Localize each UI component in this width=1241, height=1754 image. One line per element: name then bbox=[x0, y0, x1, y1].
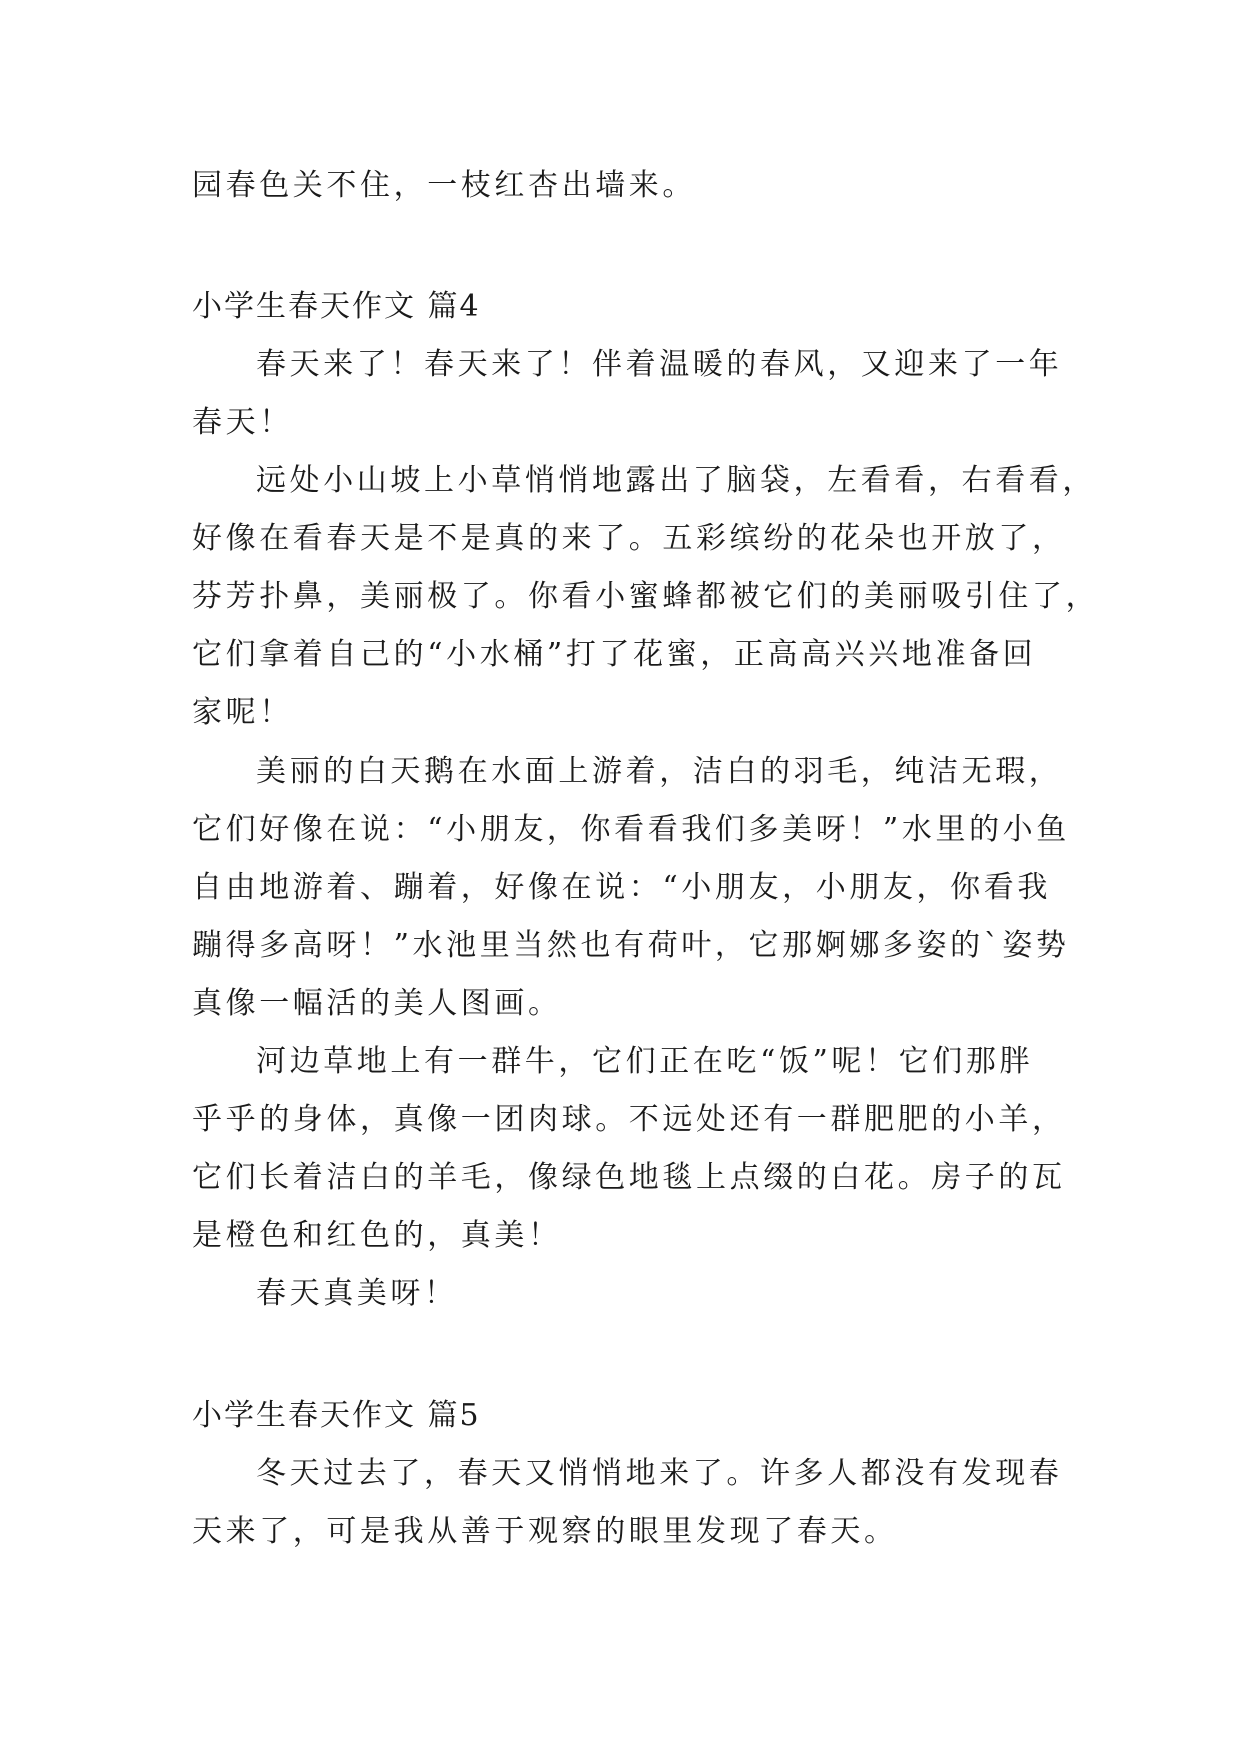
paragraph-line: 冬天过去了，春天又悄悄地来了。许多人都没有发现春 bbox=[256, 1456, 1063, 1491]
paragraph-line: 春天真美呀！ bbox=[256, 1276, 458, 1311]
paragraph-line: 河边草地上有一群牛，它们正在吃“饭”呢！它们那胖 bbox=[256, 1044, 1034, 1079]
paragraph-line: 春天来了！春天来了！伴着温暖的春风，又迎来了一年 bbox=[256, 347, 1063, 382]
paragraph-line: 真像一幅活的美人图画。 bbox=[192, 986, 562, 1021]
paragraph-line: 自由地游着、蹦着，好像在说：“小朋友，小朋友，你看我 bbox=[192, 870, 1051, 905]
paragraph-line: 好像在看春天是不是真的来了。五彩缤纷的花朵也开放了， bbox=[192, 521, 1066, 556]
paragraph-line: 是橙色和红色的，真美！ bbox=[192, 1218, 562, 1253]
paragraph-line: 乎乎的身体，真像一团肉球。不远处还有一群肥肥的小羊， bbox=[192, 1102, 1066, 1137]
paragraph-line: 园春色关不住，一枝红杏出墙来。 bbox=[192, 168, 696, 203]
paragraph-line: 它们拿着自己的“小水桶”打了花蜜，正高高兴兴地准备回 bbox=[192, 637, 1037, 672]
paragraph-line: 美丽的白天鹅在水面上游着，洁白的羽毛，纯洁无瑕， bbox=[256, 754, 1063, 789]
section-heading-5: 小学生春天作文 篇5 bbox=[192, 1398, 481, 1433]
paragraph-line: 远处小山坡上小草悄悄地露出了脑袋，左看看，右看看， bbox=[256, 463, 1096, 498]
paragraph-line: 春天！ bbox=[192, 405, 293, 440]
paragraph-line: 天来了，可是我从善于观察的眼里发现了春天。 bbox=[192, 1514, 898, 1549]
paragraph-line: 它们好像在说：“小朋友，你看看我们多美呀！”水里的小鱼 bbox=[192, 812, 1070, 847]
paragraph-line: 它们长着洁白的羊毛，像绿色地毯上点缀的白花。房子的瓦 bbox=[192, 1160, 1066, 1195]
paragraph-line: 芬芳扑鼻，美丽极了。你看小蜜蜂都被它们的美丽吸引住了， bbox=[192, 579, 1100, 614]
section-heading-4: 小学生春天作文 篇4 bbox=[192, 289, 481, 324]
paragraph-line: 蹦得多高呀！”水池里当然也有荷叶，它那婀娜多姿的`姿势 bbox=[192, 928, 1070, 963]
paragraph-line: 家呢！ bbox=[192, 695, 293, 730]
